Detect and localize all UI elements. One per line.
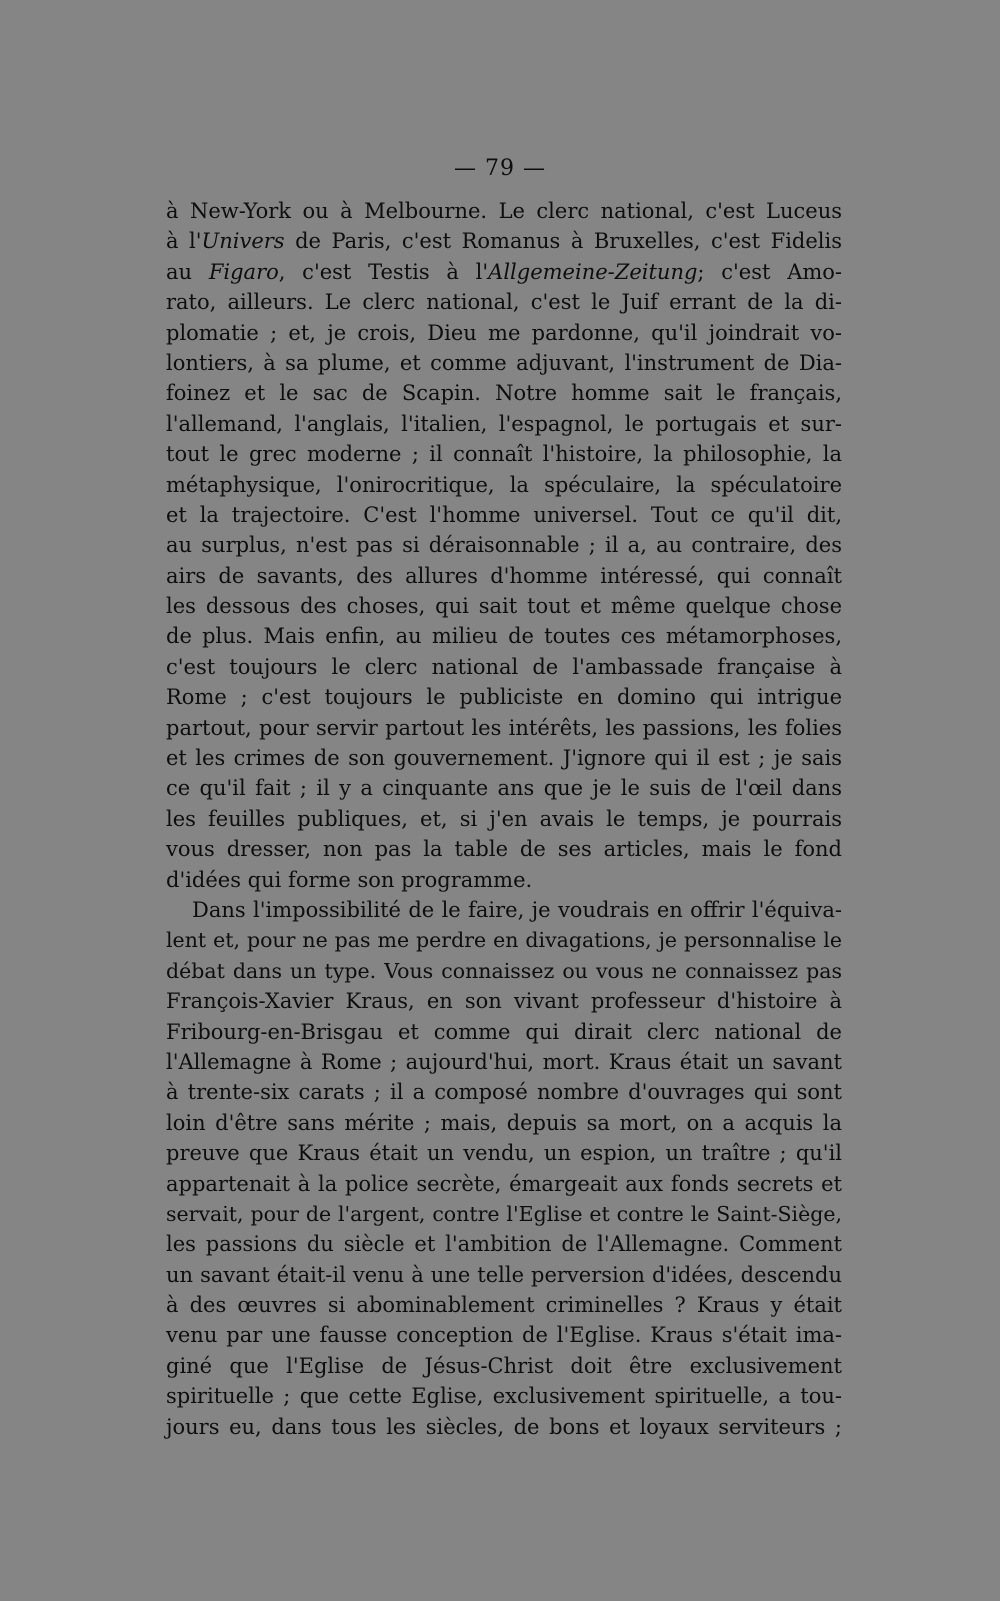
text-line: au Figaro, c'est Testis à l'Allgemeine-Zeitung; c'est Amo- xyxy=(166,259,843,284)
text-line: les passions du siècle et l'ambition de l'Allemagne. Comment xyxy=(166,1232,842,1257)
text-line: vous dresser, non pas la table de ses articles, mais le fond xyxy=(166,837,842,862)
text-line: Rome ; c'est toujours le publiciste en domino qui intrigue xyxy=(166,685,842,710)
text-line: Dans l'impossibilité de le faire, je voudrais en offrir l'équiva- xyxy=(192,897,842,922)
text-line: lontiers, à sa plume, et comme adjuvant, l'instrument de Dia- xyxy=(166,350,842,375)
text-line: les feuilles publiques, et, si j'en avais le temps, je pourrais xyxy=(166,806,842,831)
text-line: à trente-six carats ; il a composé nombre d'ouvrages qui sont xyxy=(166,1080,842,1105)
text-line: preuve que Kraus était un vendu, un espion, un traître ; qu'il xyxy=(166,1141,842,1166)
paragraph-2 xyxy=(166,895,842,1442)
text-line: un savant était-il venu à une telle perversion d'idées, descendu xyxy=(166,1262,842,1287)
text-line: appartenait à la police secrète, émargeait aux fonds secrets et xyxy=(166,1171,842,1196)
text-line: ce qu'il fait ; il y a cinquante ans que je le suis de l'œil dans xyxy=(166,776,842,801)
text-line: rato, ailleurs. Le clerc national, c'est le Juif errant de la di- xyxy=(166,290,842,315)
page-number: — 79 — xyxy=(454,156,546,181)
text-line: et la trajectoire. C'est l'homme universel. Tout ce qu'il dit, xyxy=(166,502,842,527)
text-line: tout le grec moderne ; il connaît l'histoire, la philosophie, la xyxy=(166,442,842,467)
text-line: et les crimes de son gouvernement. J'ignore qui il est ; je sais xyxy=(166,746,842,771)
text-line: spirituelle ; que cette Eglise, exclusivement spirituelle, a tou- xyxy=(166,1384,842,1409)
text-line: c'est toujours le clerc national de l'ambassade française à xyxy=(166,654,842,679)
text-line: l'Allemagne à Rome ; aujourd'hui, mort. Kraus était un savant xyxy=(166,1049,842,1074)
text-line: jours eu, dans tous les siècles, de bons et loyaux serviteurs ; xyxy=(166,1414,842,1439)
paragraph-1 xyxy=(166,196,842,895)
text-line: partout, pour servir partout les intérêts, les passions, les folies xyxy=(166,715,842,740)
text-line: à l'Univers de Paris, c'est Romanus à Bruxelles, c'est Fidelis xyxy=(166,229,842,254)
text-line: Fribourg-en-Brisgau et comme qui dirait clerc national de xyxy=(166,1019,842,1044)
text-line: d'idées qui forme son programme. xyxy=(166,867,533,892)
text-line: métaphysique, l'onirocritique, la spéculaire, la spéculatoire xyxy=(166,472,842,497)
text-line: plomatie ; et, je crois, Dieu me pardonne, qu'il joindrait vo- xyxy=(166,320,842,345)
text-line: à New-York ou à Melbourne. Le clerc national, c'est Luceus xyxy=(166,199,842,223)
text-line: au surplus, n'est pas si déraisonnable ; il a, au contraire, des xyxy=(166,533,842,558)
text-line: François-Xavier Kraus, en son vivant professeur d'histoire à xyxy=(166,989,842,1014)
text-line: débat dans un type. Vous connaissez ou vous ne connaissez pas xyxy=(166,958,842,983)
text-line: lent et, pour ne pas me perdre en divagations, je personnalise le xyxy=(166,928,842,953)
text-line: venu par une fausse conception de l'Eglise. Kraus s'était ima- xyxy=(166,1323,842,1348)
text-line: loin d'être sans mérite ; mais, depuis sa mort, on a acquis la xyxy=(166,1110,842,1135)
text-line: servait, pour de l'argent, contre l'Eglise et contre le Saint-Siège, xyxy=(166,1201,842,1226)
text-line: airs de savants, des allures d'homme intéressé, qui connaît xyxy=(166,563,842,588)
text-line: à des œuvres si abominablement criminelles ? Kraus y était xyxy=(166,1293,842,1318)
text-line: l'allemand, l'anglais, l'italien, l'espagnol, le portugais et sur- xyxy=(166,411,842,436)
text-line: foinez et le sac de Scapin. Notre homme sait le français, xyxy=(166,381,842,406)
text-line: les dessous des choses, qui sait tout et même quelque chose xyxy=(166,594,842,619)
text-line: de plus. Mais enfin, au milieu de toutes ces métamorphoses, xyxy=(166,624,842,649)
text-line: giné que l'Eglise de Jésus-Christ doit être exclusivement xyxy=(166,1353,842,1378)
body-text xyxy=(166,196,842,1442)
